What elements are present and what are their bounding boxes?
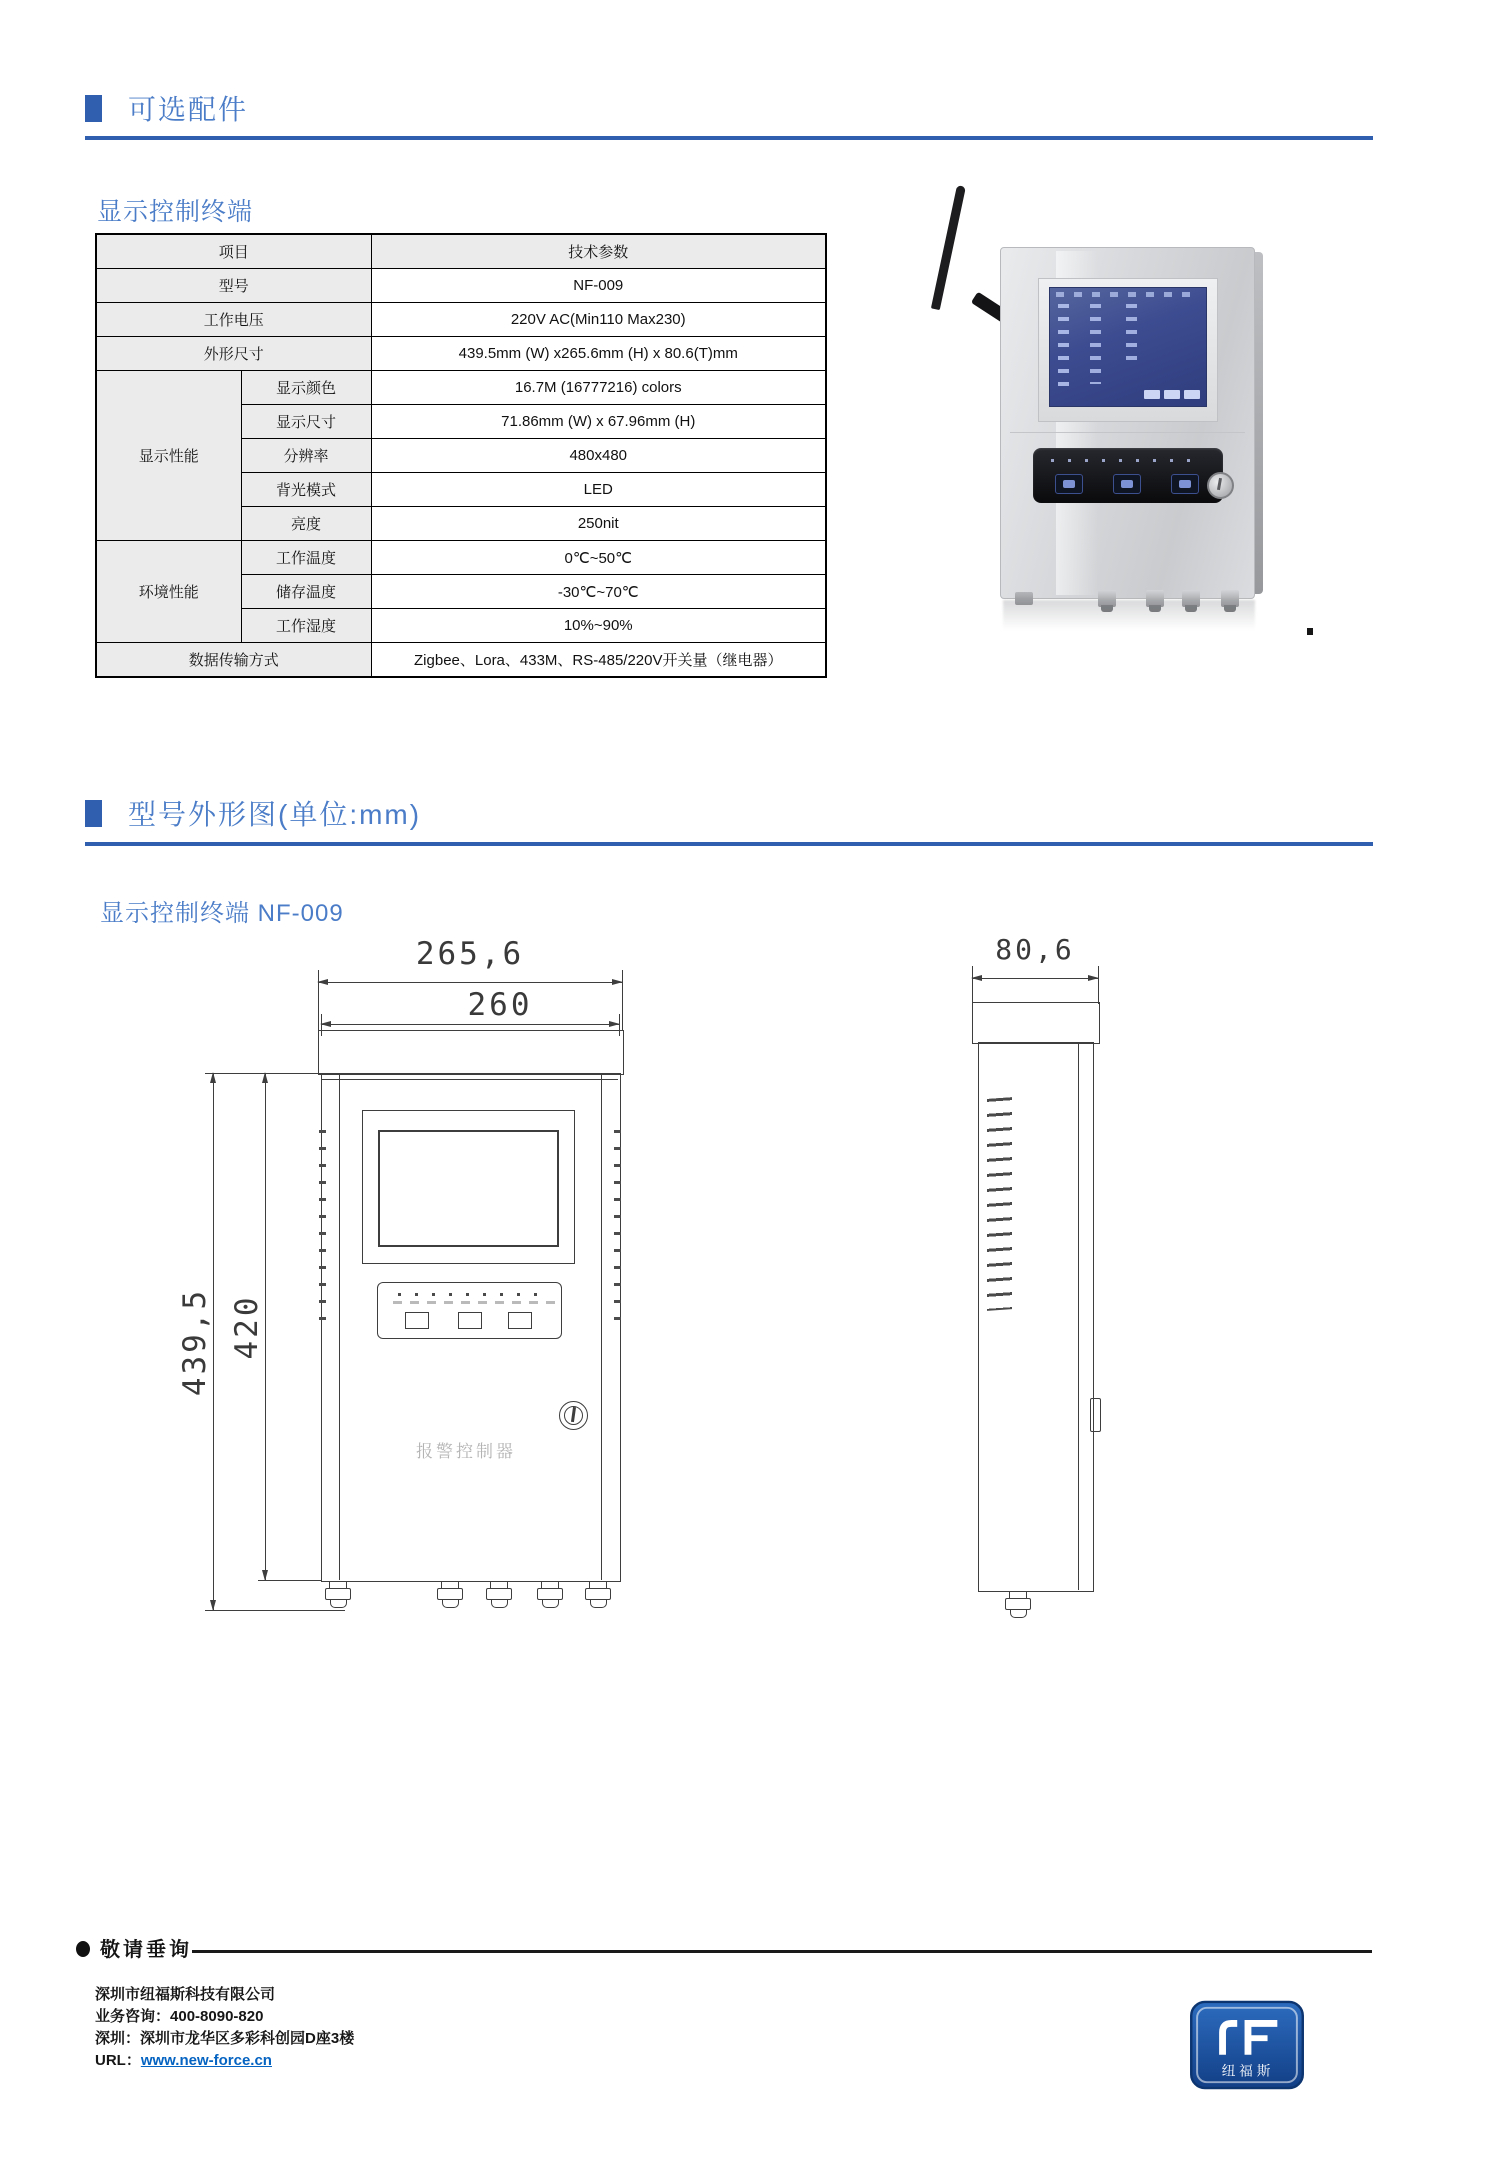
front-cable-gland: [584, 1581, 612, 1611]
indicator-leds: [1051, 459, 1203, 462]
lcd-soft-button: [1144, 390, 1160, 399]
row-label-voltage: 工作电压: [96, 303, 371, 337]
antenna-icon: [931, 185, 966, 310]
front-door-line-left: [339, 1073, 340, 1580]
front-button-outline: [405, 1312, 429, 1329]
front-screen-display: [378, 1130, 559, 1247]
row-label-backlight: 背光模式: [241, 473, 371, 507]
dim-line-439: [213, 1073, 214, 1610]
section2-rule: [85, 842, 1373, 846]
front-led-row: [398, 1293, 550, 1296]
url-label: URL：: [95, 2052, 141, 2069]
extension-line: [205, 1610, 345, 1611]
menu-button: [1055, 474, 1083, 494]
row-value-resolution: 480x480: [371, 439, 826, 473]
lcd-header-row: [1056, 292, 1198, 297]
menu-icon: [1063, 480, 1075, 488]
dim-side-depth: 80,6: [995, 933, 1075, 966]
row-label-brightness: 亮度: [241, 507, 371, 541]
subsection2-title: 显示控制终端 NF-009: [100, 900, 344, 927]
spec-table: [95, 233, 827, 678]
front-cable-gland: [485, 1581, 513, 1611]
keypad-panel: [1033, 448, 1223, 503]
front-door-line-right: [601, 1073, 602, 1580]
extension-line: [972, 966, 973, 1004]
phone-number: 400-8090-820: [170, 2008, 264, 2025]
row-value-backlight: LED: [371, 473, 826, 507]
section2-bullet-square: [85, 800, 102, 827]
table-row: [96, 371, 826, 405]
cabinet-groove: [1010, 432, 1245, 433]
side-latch: [1090, 1398, 1101, 1432]
col-header-item: 项目: [96, 234, 371, 269]
product-photo: [935, 160, 1335, 660]
row-value-model: NF-009: [371, 269, 826, 303]
front-cable-gland: [536, 1581, 564, 1611]
row-value-humidity: 10%~90%: [371, 609, 826, 643]
table-row: [96, 541, 826, 575]
dim-front-inner-width: 260: [467, 987, 533, 1023]
lcd-screen: [1049, 287, 1207, 407]
row-label-model: 型号: [96, 269, 371, 303]
row-value-transmission: Zigbee、Lora、433M、RS-485/220V开关量（继电器）: [371, 643, 826, 678]
front-panel-label: 报警控制器: [416, 1442, 516, 1461]
lcd-soft-button: [1184, 390, 1200, 399]
row-label-display-size: 显示尺寸: [241, 405, 371, 439]
back-button: [1171, 474, 1199, 494]
lcd-text-column: [1090, 304, 1101, 384]
row-label-resolution: 分辨率: [241, 439, 371, 473]
row-value-storage-temp: -30℃~70℃: [371, 575, 826, 609]
side-door-line: [1078, 1042, 1079, 1590]
front-button-outline: [458, 1312, 482, 1329]
address-value: 深圳市龙华区多彩科创园D座3楼: [140, 2030, 355, 2047]
front-vent-left: [319, 1130, 326, 1320]
front-vent-right: [614, 1130, 621, 1320]
side-cable-gland: [1004, 1591, 1032, 1621]
row-value-brightness: 250nit: [371, 507, 826, 541]
dim-line-265: [318, 982, 622, 983]
group-label-display: 显示性能: [96, 371, 241, 541]
side-vent-louvers: [987, 1097, 1012, 1311]
front-lock-icon: [559, 1401, 588, 1430]
row-value-size: 439.5mm (W) x265.6mm (H) x 80.6(T)mm: [371, 337, 826, 371]
table-row: [96, 337, 826, 371]
table-row: [96, 303, 826, 337]
front-button-outline: [508, 1312, 532, 1329]
dim-line-260: [321, 1024, 619, 1025]
website-link[interactable]: www.new-force.cn: [140, 2052, 272, 2069]
floor-reflection: [1003, 600, 1255, 630]
row-label-work-temp: 工作温度: [241, 541, 371, 575]
screen-bezel: [1038, 278, 1218, 422]
subsection1-title: 显示控制终端: [97, 198, 254, 226]
row-label-colors: 显示颜色: [241, 371, 371, 405]
row-label-size: 外形尺寸: [96, 337, 371, 371]
section1-bullet-square: [85, 95, 102, 122]
lcd-soft-button: [1164, 390, 1180, 399]
table-row: [96, 643, 826, 678]
lcd-text-column: [1058, 304, 1069, 392]
company-logo: [1188, 2000, 1306, 2090]
company-name: 深圳市纽福斯科技有限公司: [95, 1986, 276, 2003]
row-value-voltage: 220V AC(Min110 Max230): [371, 303, 826, 337]
front-keypad-outline: [377, 1282, 562, 1339]
dim-line-420: [265, 1073, 266, 1580]
phone-label: 业务咨询：: [95, 2008, 171, 2025]
lock-icon: [1207, 472, 1234, 499]
lcd-text-column: [1126, 304, 1137, 366]
col-header-value: 技术参数: [371, 234, 826, 269]
logo-text: 纽福斯: [1221, 2063, 1275, 2079]
home-icon: [1121, 480, 1133, 488]
front-top-flange: [318, 1030, 624, 1075]
group-label-environment: 环境性能: [96, 541, 241, 643]
front-cable-gland: [324, 1581, 352, 1611]
front-led-labels: [393, 1301, 555, 1304]
front-cable-gland: [436, 1581, 464, 1611]
row-value-colors: 16.7M (16777216) colors: [371, 371, 826, 405]
front-body-topline: [322, 1079, 618, 1080]
section1-title: 可选配件: [128, 94, 249, 125]
extension-line: [1098, 966, 1099, 1004]
footer-inquiry-title: 敬请垂询: [100, 1939, 192, 1961]
row-label-humidity: 工作湿度: [241, 609, 371, 643]
row-value-work-temp: 0℃~50℃: [371, 541, 826, 575]
dim-front-inner-height: 420: [229, 1294, 265, 1360]
company-phone-line: [95, 2006, 354, 2028]
table-row: [96, 234, 826, 269]
row-label-storage-temp: 储存温度: [241, 575, 371, 609]
footer-bullet-icon: [76, 1941, 90, 1957]
keyhole-slot: [1217, 478, 1222, 490]
back-icon: [1179, 480, 1191, 488]
section2-title: 型号外形图(单位:mm): [128, 799, 422, 830]
dim-line-80: [972, 978, 1098, 979]
company-info-block: [95, 1984, 354, 2072]
address-label: 深圳：: [95, 2030, 141, 2047]
extension-line: [258, 1580, 321, 1581]
stray-period-mark: [1307, 628, 1313, 635]
table-row: [96, 269, 826, 303]
side-top-flange: [972, 1002, 1100, 1044]
row-value-display-size: 71.86mm (W) x 67.96mm (H): [371, 405, 826, 439]
row-label-transmission: 数据传输方式: [96, 643, 371, 678]
company-address-line: [95, 2028, 354, 2050]
home-button: [1113, 474, 1141, 494]
section1-rule: [85, 136, 1373, 140]
extension-line: [622, 970, 623, 1030]
company-url-line: [95, 2050, 354, 2072]
dim-front-outer-width: 265,6: [415, 936, 525, 972]
extension-line: [318, 970, 319, 1030]
dim-front-outer-height: 439,5: [177, 1287, 213, 1397]
footer-rule: [192, 1950, 1372, 1953]
